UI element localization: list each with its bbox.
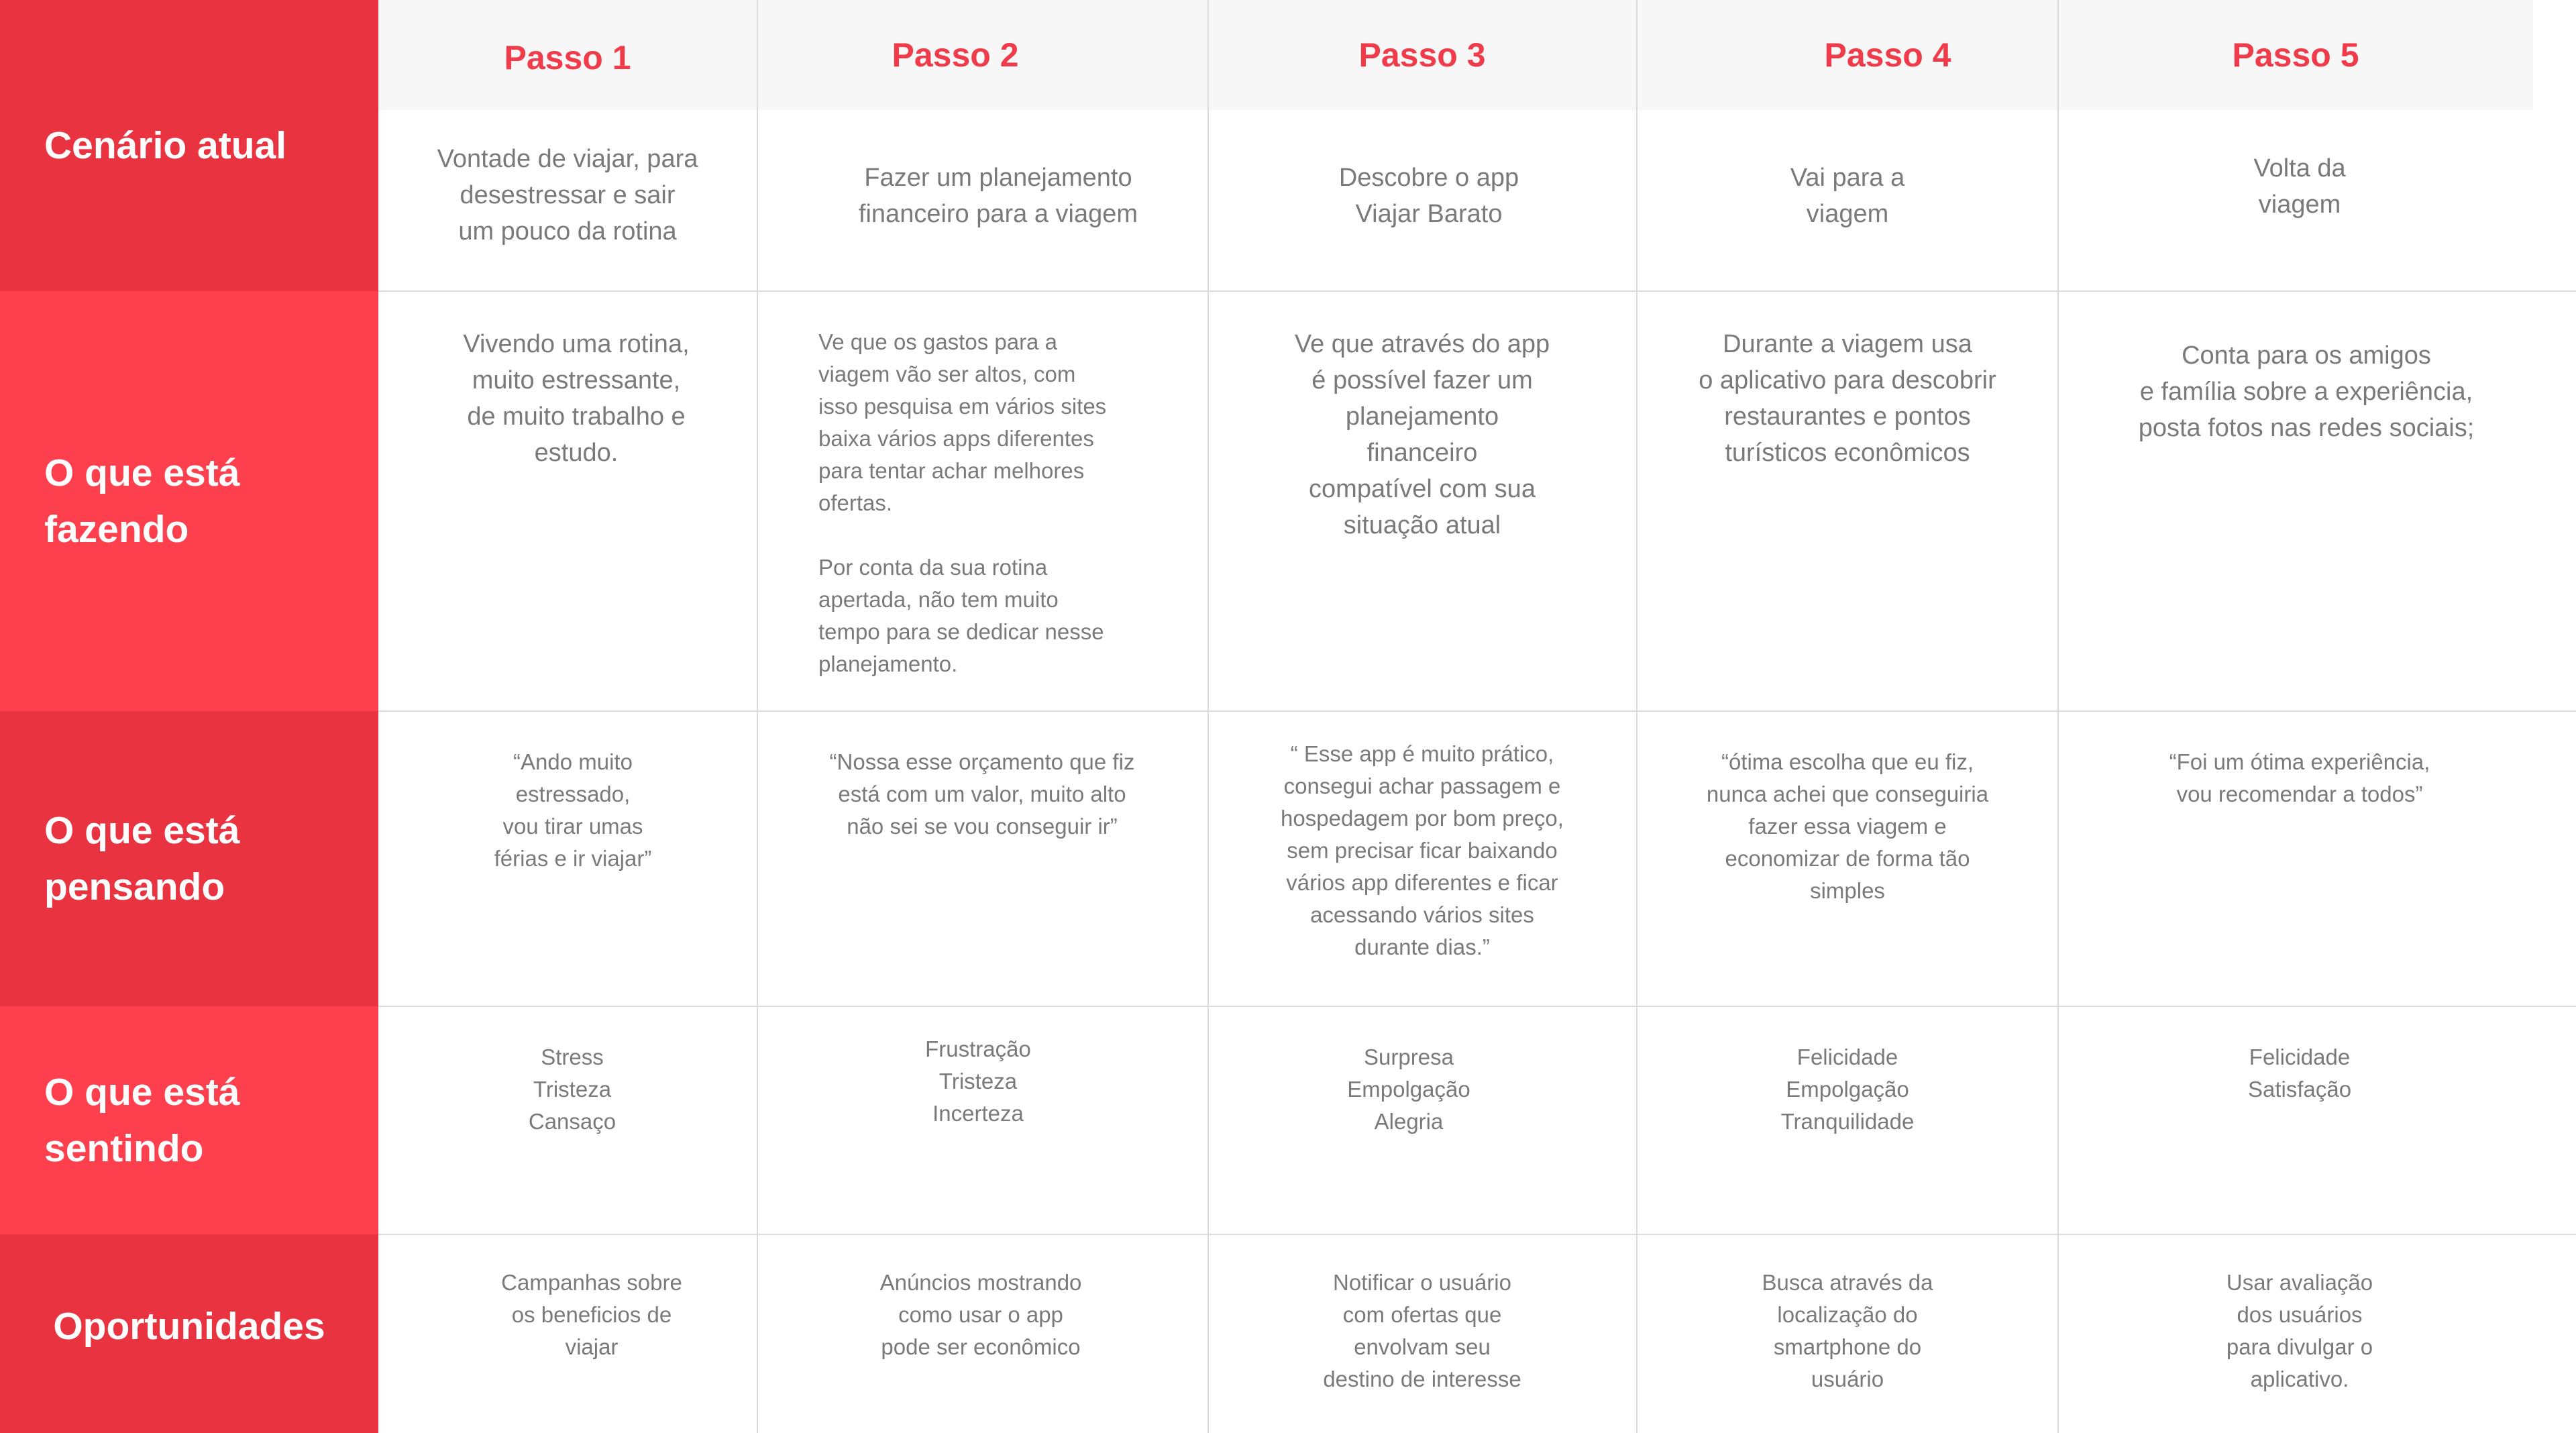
step-header-5: Passo 5 [2232,36,2359,74]
cell-cenario-passo-4: Vai para a viagem [1790,164,1905,228]
step-header-3: Passo 3 [1358,36,1486,74]
cell-oportunidades-passo-3: Notificar o usuário com ofertas que envolvam seu destino de interesse [1323,1270,1521,1391]
cell-sentindo-passo-5: Felicidade Satisfação [2247,1045,2352,1102]
step-header-1: Passo 1 [504,39,631,76]
cell-oportunidades-passo-5: Usar avaliação dos usuários para divulgar o aplicativo. [2226,1270,2373,1391]
cell-fazendo-passo-4: Durante a viagem usa o aplicativo para descobrir restaurantes e pontos turísticos econômicos [1699,330,1996,467]
cell-cenario-passo-3: Descobre o app Viajar Barato [1338,164,1519,228]
step-header-4: Passo 4 [1824,36,1951,74]
row-label-o-que-esta-pensando: O que está pensando [0,711,378,1006]
cell-fazendo-passo-5: Conta para os amigos e família sobre a experiência, posta fotos nas redes sociais; [2138,341,2475,442]
grid-line-horizontal [378,290,2576,292]
cell-cenario-passo-5: Volta da viagem [2253,154,2346,219]
grid-line-horizontal [378,1234,2576,1235]
cell-oportunidades-passo-4: Busca através da localização do smartphone do usuário [1762,1270,1933,1391]
row-label-oportunidades: Oportunidades [0,1234,378,1433]
cell-sentindo-passo-4: Felicidade Empolgação Tranquilidade [1780,1045,1915,1134]
cell-pensando-passo-4: “ótima escolha que eu fiz, nunca achei que conseguiria fazer essa viagem e economizar de forma tão simples [1706,749,1989,903]
cell-sentindo-passo-3: Surpresa Empolgação Alegria [1347,1045,1470,1134]
cell-oportunidades-passo-2: Anúncios mostrando como usar o app pode ser econômico [879,1270,1082,1359]
row-label-o-que-esta-fazendo: O que está fazendo [0,291,378,711]
row-label-o-que-esta-sentindo: O que está sentindo [0,1006,378,1234]
cell-sentindo-passo-2: Frustração Tristeza Incerteza [925,1037,1031,1126]
cell-pensando-passo-3: “ Esse app é muito prático, consegui achar passagem e hospedagem por bom preço, sem precisar ficar baixando vários app diferentes e ficar acessando vários sites durante dias.” [1281,741,1564,959]
cell-cenario-passo-1: Vontade de viajar, para desestressar e sair um pouco da rotina [437,145,698,246]
cell-oportunidades-passo-1: Campanhas sobre os beneficios de viajar [501,1270,682,1359]
cell-fazendo-passo-2: Ve que os gastos para a viagem vão ser altos, com isso pesquisa em vários sites baixa vários apps diferentes para tentar achar melhores ofertas. Por conta da sua rotina apertada, não tem muito tempo para se dedicar nesse planejamento. [818,329,1107,676]
cell-pensando-passo-1: “Ando muito estressado, vou tirar umas férias e ir viajar” [494,749,652,871]
cell-sentindo-passo-1: Stress Tristeza Cansaço [528,1045,616,1134]
grid-line-horizontal [378,710,2576,712]
step-header-2: Passo 2 [892,36,1019,74]
cell-fazendo-passo-3: Ve que através do app é possível fazer um planejamento financeiro compatível com sua situação atual [1294,330,1550,539]
cell-cenario-passo-2: Fazer um planejamento financeiro para a viagem [858,164,1138,228]
cell-pensando-passo-2: “Nossa esse orçamento que fiz está com um valor, muito alto não sei se vou conseguir ir” [829,749,1135,839]
cell-fazendo-passo-1: Vivendo uma rotina, muito estressante, de muito trabalho e estudo. [463,330,690,467]
grid-line-horizontal [378,1006,2576,1007]
row-label-cenario-atual: Cenário atual [0,0,378,291]
cell-pensando-passo-5: “Foi um ótima experiência, vou recomendar a todos” [2169,749,2430,806]
